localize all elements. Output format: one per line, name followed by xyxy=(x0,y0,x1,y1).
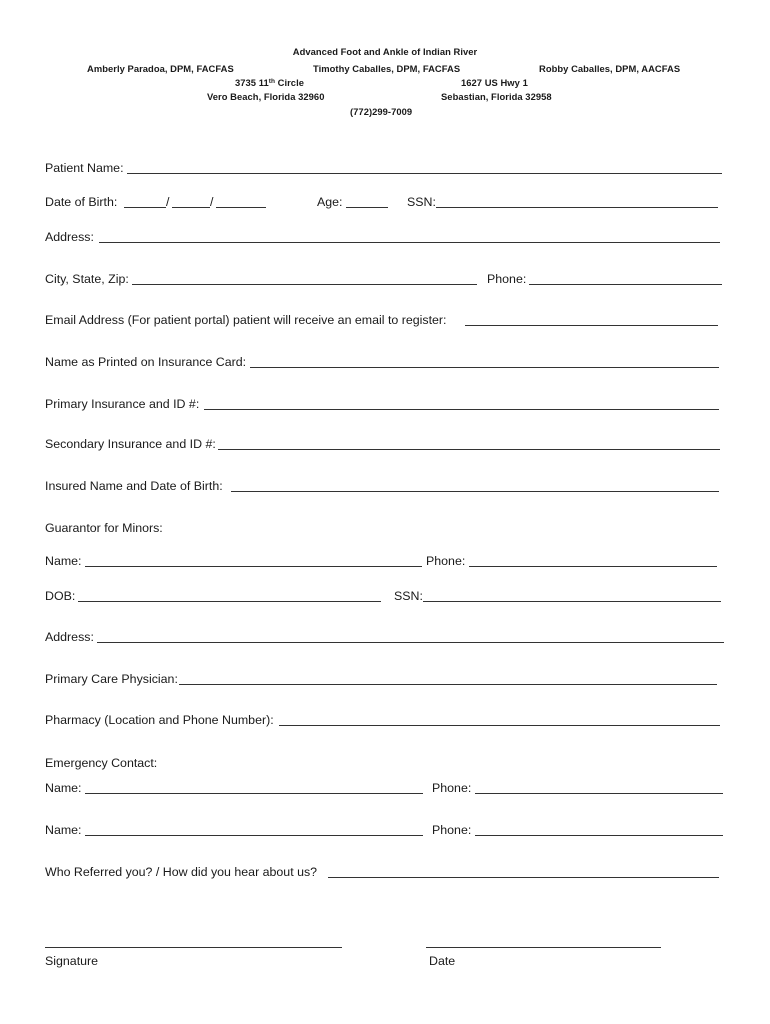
emergency-name-1-field[interactable] xyxy=(85,793,423,794)
office-1-street-suffix: th xyxy=(268,78,275,85)
phone-field[interactable] xyxy=(529,284,722,285)
office-1-street xyxy=(235,77,304,88)
emergency-phone-2-field[interactable] xyxy=(475,835,723,836)
email-field[interactable] xyxy=(465,325,718,326)
signature-label: Signature xyxy=(45,954,99,968)
guarantor-address-field[interactable] xyxy=(97,642,724,643)
emergency-name-1-label: Name: xyxy=(45,781,82,795)
primary-care-label: Primary Care Physician: xyxy=(45,672,178,686)
guarantor-phone-field[interactable] xyxy=(469,566,717,567)
primary-insurance-field[interactable] xyxy=(204,409,719,410)
guarantor-phone-label: Phone: xyxy=(426,554,466,568)
emergency-name-2-field[interactable] xyxy=(85,835,423,836)
office-2-street: 1627 US Hwy 1 xyxy=(461,77,528,88)
dob-day-field[interactable] xyxy=(172,207,210,208)
ssn-field[interactable] xyxy=(436,207,718,208)
age-field[interactable] xyxy=(346,207,388,208)
dob-separator-2: / xyxy=(210,195,214,209)
practice-phone: (772)299-7009 xyxy=(350,106,413,117)
insured-name-dob-field[interactable] xyxy=(231,491,719,492)
referral-label: Who Referred you? / How did you hear about us? xyxy=(45,865,318,879)
guarantor-name-label: Name: xyxy=(45,554,82,568)
patient-name-field[interactable] xyxy=(127,173,722,174)
emergency-phone-1-label: Phone: xyxy=(432,781,472,795)
guarantor-ssn-field[interactable] xyxy=(423,601,721,602)
office-2-city: Sebastian, Florida 32958 xyxy=(441,91,552,102)
insured-name-dob-label: Insured Name and Date of Birth: xyxy=(45,479,223,493)
guarantor-dob-label: DOB: xyxy=(45,589,76,603)
secondary-insurance-field[interactable] xyxy=(218,449,720,450)
doctor-1-name: Amberly Paradoa, DPM, FACFAS xyxy=(87,63,234,74)
pharmacy-label: Pharmacy (Location and Phone Number): xyxy=(45,713,274,727)
guarantor-address-label: Address: xyxy=(45,630,94,644)
email-label: Email Address (For patient portal) patient will receive an email to register: xyxy=(45,313,447,327)
secondary-insurance-label: Secondary Insurance and ID #: xyxy=(45,437,216,451)
practice-name: Advanced Foot and Ankle of Indian River xyxy=(292,46,478,57)
guarantor-name-field[interactable] xyxy=(85,566,422,567)
doctor-3-name: Robby Caballes, DPM, AACFAS xyxy=(539,63,681,74)
dob-year-field[interactable] xyxy=(216,207,266,208)
date-line[interactable] xyxy=(426,947,661,948)
patient-name-label: Patient Name: xyxy=(45,161,124,175)
city-state-zip-label: City, State, Zip: xyxy=(45,272,129,286)
insurance-card-name-field[interactable] xyxy=(250,367,719,368)
age-label: Age: xyxy=(317,195,343,209)
primary-insurance-label: Primary Insurance and ID #: xyxy=(45,397,200,411)
emergency-name-2-label: Name: xyxy=(45,823,82,837)
office-1-city: Vero Beach, Florida 32960 xyxy=(207,91,325,102)
referral-field[interactable] xyxy=(328,877,719,878)
address-field[interactable] xyxy=(99,242,720,243)
ssn-label: SSN: xyxy=(407,195,436,209)
insurance-card-name-label: Name as Printed on Insurance Card: xyxy=(45,355,247,369)
pharmacy-field[interactable] xyxy=(279,725,720,726)
dob-month-field[interactable] xyxy=(124,207,166,208)
guarantor-heading: Guarantor for Minors: xyxy=(45,521,163,535)
primary-care-field[interactable] xyxy=(179,684,717,685)
guarantor-dob-field[interactable] xyxy=(78,601,381,602)
doctor-2-name: Timothy Caballes, DPM, FACFAS xyxy=(313,63,461,74)
phone-label: Phone: xyxy=(487,272,527,286)
emergency-heading: Emergency Contact: xyxy=(45,756,158,770)
dob-separator-1: / xyxy=(166,195,170,209)
office-1-street-number: 3735 11 xyxy=(235,77,269,88)
office-1-street-name: Circle xyxy=(274,77,304,88)
emergency-phone-2-label: Phone: xyxy=(432,823,472,837)
date-label: Date xyxy=(429,954,456,968)
address-label: Address: xyxy=(45,230,94,244)
guarantor-ssn-label: SSN: xyxy=(394,589,423,603)
emergency-phone-1-field[interactable] xyxy=(475,793,723,794)
dob-label: Date of Birth: xyxy=(45,195,118,209)
city-state-zip-field[interactable] xyxy=(132,284,477,285)
signature-line[interactable] xyxy=(45,947,342,948)
